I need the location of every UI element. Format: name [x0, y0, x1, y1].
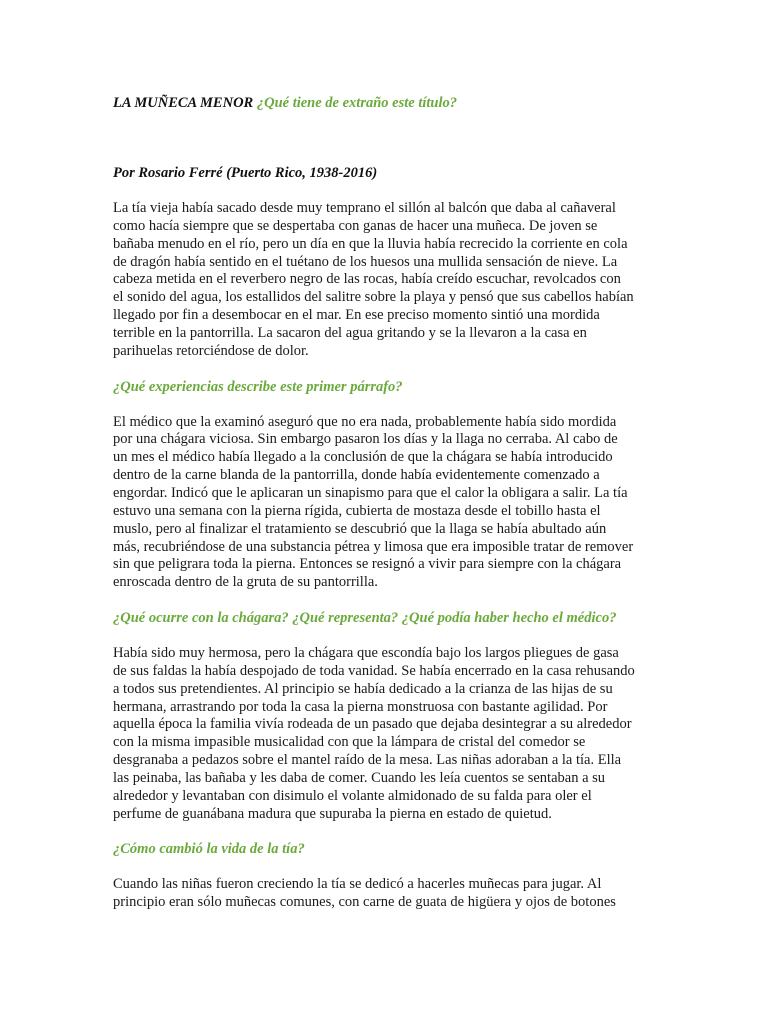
question-3: ¿Cómo cambió la vida de la tía?	[113, 841, 305, 858]
paragraph-4: Cuando las niñas fueron creciendo la tía se dedicó a hacerles muñecas para jugar. Al principio eran sólo muñecas comunes, con carne de guata de higüera y ojos de botones	[113, 876, 616, 911]
question-2: ¿Qué ocurre con la chágara? ¿Qué representa? ¿Qué podía haber hecho el médico?	[113, 610, 617, 627]
document-page	[113, 94, 658, 912]
paragraph-3: Había sido muy hermosa, pero la chágara que escondía bajo los largos pliegues de gasa de sus faldas la había despojado de toda vanidad. Se había encerrado en la casa rehusando a todos sus pretendientes. Al principio se había dedicado a la crianza de las hijas de su hermana, arrastrando por toda la casa la pierna monstruosa con bastante agilidad. Por aquella época la familia vivía rodeada de un pasado que dejaba desintegrar a su alrededor con la misma impasible musicalidad con que la lámpara de cristal del comedor se desgranaba a pedazos sobre el mantel raído de la mesa. Las niñas adoraban a la tía. Ella las peinaba, las bañaba y les daba de comer. Cuando les leía cuentos se sentaban a su alrededor y levantaban con disimulo el volante almidonado de su falda para oler el perfume de guanábana madura que supuraba la pierna en estado de quietud.	[113, 645, 635, 822]
paragraph-2: El médico que la examinó aseguró que no era nada, probablemente había sido mordida por una chágara viciosa. Sin embargo pasaron los días y la llaga no cerraba. Al cabo de un mes el médico había llegado a la conclusión de que la chágara se había introducido dentro de la carne blanda de la pantorrilla, donde había evidentemente comenzado a engordar. Indicó que le aplicaran un sinapismo para que el calor la obligara a salir. La tía estuvo una semana con la pierna rígida, cubierta de mostaza desde el tobillo hasta el muslo, pero al finalizar el tratamiento se descubrió que la llaga se había abultado aún más, recubriéndose de una substancia pétrea y limosa que era imposible tratar de remover sin que peligrara toda la pierna. Entonces se resignó a vivir para siempre con la chágara enroscada dentro de la gruta de su pantorrilla.	[113, 413, 634, 591]
question-1: ¿Qué experiencias describe este primer párrafo?	[113, 378, 403, 395]
document-title	[113, 94, 658, 112]
paragraph-1: La tía vieja había sacado desde muy temprano el sillón al balcón que daba al cañaveral como hacía siempre que se despertaba con ganas de hacer una muñeca. De joven se bañaba menudo en el río, pero un día en que la lluvia había recrecido la corriente en cola de dragón había sentido en el tuétano de los huesos una mullida sensación de nieve. La cabeza metida en el reverbero negro de las rocas, había creído escuchar, revolcados con el sonido del agua, los estallidos del salitre sobre la playa y pensó que sus cabellos habían llegado por fin a desembocar en el mar. En ese preciso momento sintió una mordida terrible en la pantorrilla. La sacaron del agua gritando y se la llevaron a la casa en parihuelas retorciéndose de dolor.	[113, 200, 634, 359]
title-question: ¿Qué tiene de extraño este título?	[256, 95, 458, 111]
author-line: Por Rosario Ferré (Puerto Rico, 1938-2016)	[113, 165, 378, 181]
story-title: LA MUÑECA MENOR	[113, 95, 254, 111]
